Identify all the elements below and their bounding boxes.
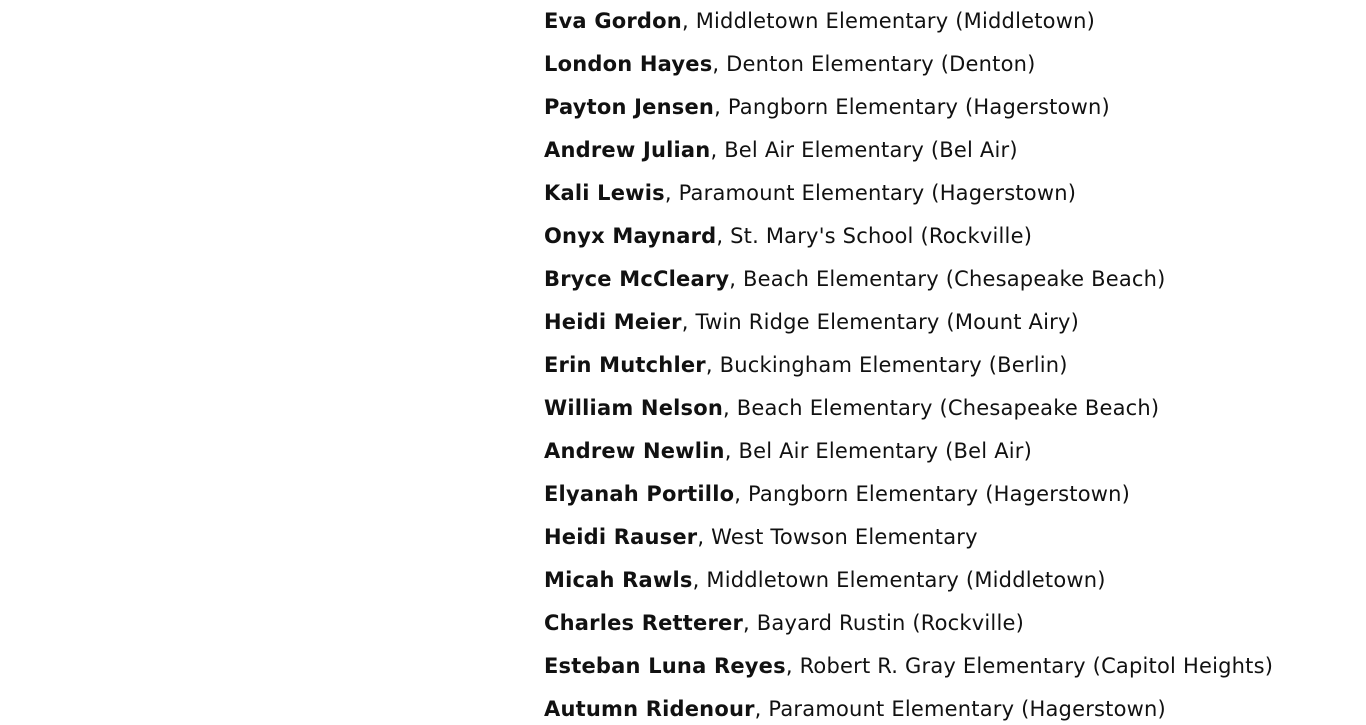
list-item <box>544 215 1273 258</box>
list-item <box>544 43 1273 86</box>
winner-school: , Robert R. Gray Elementary (Capitol Heights) <box>785 654 1274 678</box>
winner-school: , Beach Elementary (Chesapeake Beach) <box>723 396 1160 420</box>
winner-school: , Buckingham Elementary (Berlin) <box>705 353 1068 377</box>
list-item <box>544 430 1273 473</box>
winner-school: , Twin Ridge Elementary (Mount Airy) <box>681 310 1079 334</box>
list-item <box>544 258 1273 301</box>
winner-name: Andrew Newlin <box>544 439 725 463</box>
winner-school: , Middletown Elementary (Middletown) <box>692 568 1106 592</box>
winner-name: Kali Lewis <box>544 181 665 205</box>
winner-name: Autumn Ridenour <box>544 697 755 721</box>
list-item <box>544 129 1273 172</box>
winner-school: , Paramount Elementary (Hagerstown) <box>754 697 1166 721</box>
winner-name: Heidi Rauser <box>544 525 698 549</box>
winner-school: , Beach Elementary (Chesapeake Beach) <box>729 267 1166 291</box>
winner-school: , Bel Air Elementary (Bel Air) <box>724 439 1033 463</box>
winner-name: Micah Rawls <box>544 568 693 592</box>
list-item <box>544 559 1273 602</box>
winner-name: Bryce McCleary <box>544 267 730 291</box>
winner-name: Esteban Luna Reyes <box>544 654 786 678</box>
winner-name: Charles Retterer <box>544 611 744 635</box>
list-item <box>544 516 1273 559</box>
winner-school: , St. Mary's School (Rockville) <box>716 224 1033 248</box>
winner-school: , Bayard Rustin (Rockville) <box>743 611 1025 635</box>
list-item <box>544 473 1273 516</box>
winner-list <box>544 0 1273 725</box>
winner-school: , Denton Elementary (Denton) <box>712 52 1036 76</box>
winner-school: , Bel Air Elementary (Bel Air) <box>710 138 1018 162</box>
list-item <box>544 86 1273 129</box>
winner-name: Elyanah Portillo <box>544 482 735 506</box>
list-item <box>544 387 1273 430</box>
winner-name: Erin Mutchler <box>544 353 706 377</box>
winner-name: Payton Jensen <box>544 95 715 119</box>
winner-name: London Hayes <box>544 52 713 76</box>
winner-school: , Middletown Elementary (Middletown) <box>681 9 1095 33</box>
list-item <box>544 172 1273 215</box>
winner-school: , Pangborn Elementary (Hagerstown) <box>714 95 1110 119</box>
winner-school: , Paramount Elementary (Hagerstown) <box>664 181 1077 205</box>
winner-school: , Pangborn Elementary (Hagerstown) <box>734 482 1131 506</box>
list-item <box>544 301 1273 344</box>
winner-school: , West Towson Elementary <box>697 525 978 549</box>
list-item <box>544 645 1273 688</box>
list-item <box>544 688 1273 725</box>
list-item <box>544 0 1273 43</box>
winner-name: William Nelson <box>544 396 724 420</box>
list-item <box>544 344 1273 387</box>
winner-name: Andrew Julian <box>544 138 711 162</box>
winner-name: Onyx Maynard <box>544 224 717 248</box>
winner-name: Heidi Meier <box>544 310 682 334</box>
winner-name: Eva Gordon <box>544 9 682 33</box>
list-item <box>544 602 1273 645</box>
